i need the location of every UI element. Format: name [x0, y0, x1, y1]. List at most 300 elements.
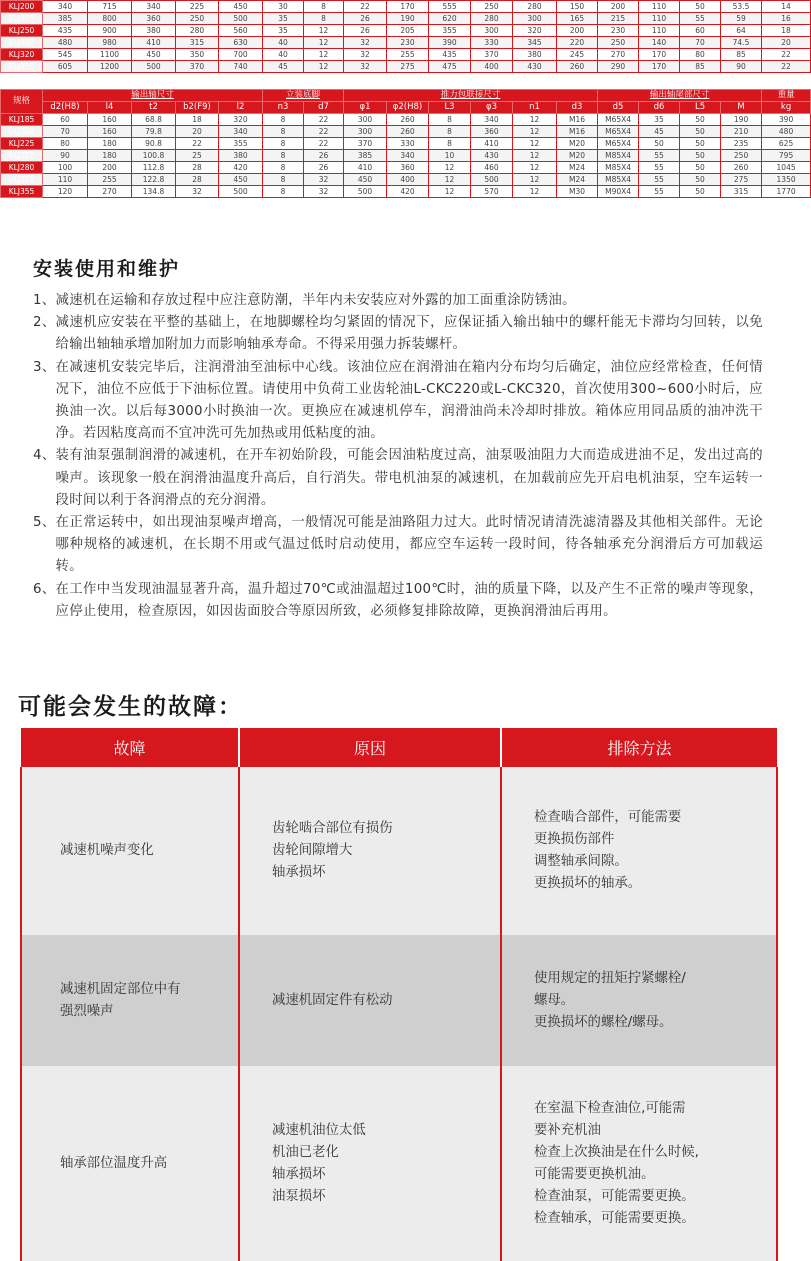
- table-row: [1, 25, 811, 37]
- cause-line: 轴承损坏: [272, 865, 326, 880]
- table-cell: 270: [598, 49, 639, 61]
- table-cell: 275: [721, 174, 762, 186]
- remedy-line: 可能需要更换机油。: [534, 1166, 655, 1182]
- table-cell: M24: [557, 162, 598, 174]
- table-cell: 30: [263, 1, 304, 13]
- table-cell: 215: [598, 13, 639, 25]
- item-text: 减速机在运输和存放过程中应注意防潮，半年内未安装应对外露的加工面重涂防锈油。: [55, 293, 576, 308]
- table-cell: 370: [176, 61, 219, 73]
- table-cell: 12: [304, 61, 344, 73]
- model-cell: KLJ200: [1, 1, 43, 13]
- table-cell: 8: [304, 13, 344, 25]
- table-cell: 500: [219, 13, 263, 25]
- table-row: [1, 174, 811, 186]
- column-header: d7: [304, 102, 344, 114]
- table-row: [1, 61, 811, 73]
- table-cell: 8: [429, 114, 471, 126]
- table-row: [1, 150, 811, 162]
- table-cell: 134.8: [132, 186, 176, 198]
- fault-line: 减速机固定部位中有: [60, 981, 181, 997]
- table-cell: 20: [176, 126, 219, 138]
- table-cell: 26: [304, 150, 344, 162]
- table-cell: 355: [219, 138, 263, 150]
- table-cell: 8: [429, 126, 471, 138]
- fault-line: 轴承部位温度升高: [60, 1155, 168, 1171]
- table-cell: 480: [762, 126, 811, 138]
- maintenance-list: [33, 290, 763, 623]
- table-cell: 20: [762, 37, 811, 49]
- table-cell: 200: [598, 1, 639, 13]
- remedy-line: 检查油泵，可能需要更换。: [534, 1188, 695, 1204]
- table-cell: 12: [429, 186, 471, 198]
- fault-cell: [21, 1066, 239, 1261]
- remedy-line: 要补充机油: [534, 1122, 601, 1138]
- table-cell: 340: [387, 150, 429, 162]
- table-cell: 330: [387, 138, 429, 150]
- table-cell: 50: [680, 126, 721, 138]
- table-cell: 270: [88, 186, 132, 198]
- table-cell: 112.8: [132, 162, 176, 174]
- table-cell: 55: [680, 13, 721, 25]
- table-cell: 410: [132, 37, 176, 49]
- table-cell: 255: [387, 49, 429, 61]
- table-cell: 630: [219, 37, 263, 49]
- column-header: M: [721, 102, 762, 114]
- table-cell: 26: [304, 162, 344, 174]
- table-cell: 430: [471, 150, 513, 162]
- table-cell: 320: [219, 114, 263, 126]
- column-header: l4: [88, 102, 132, 114]
- table-cell: 12: [429, 174, 471, 186]
- table-cell: M30: [557, 186, 598, 198]
- table-cell: 450: [344, 174, 387, 186]
- remedy-line: 更换损伤部件: [534, 832, 615, 847]
- table-cell: 800: [88, 13, 132, 25]
- cause-line: 机油已老化: [272, 1144, 339, 1160]
- table-cell: M85X4: [598, 150, 639, 162]
- item-text: 在工作中当发现油温显著升高，温升超过70℃或油温超过100℃时，油的质量下降，以及产生不正常的噪声等现象，应停止使用，检查原因，如因齿面胶合等原因所致，必须修复排除故障，更换润滑油后再用。: [55, 581, 763, 619]
- table-cell: 90: [721, 61, 762, 73]
- table-cell: 380: [132, 25, 176, 37]
- table-cell: 260: [387, 126, 429, 138]
- table-cell: 90: [43, 150, 88, 162]
- table-cell: 435: [429, 49, 471, 61]
- table-cell: 180: [88, 138, 132, 150]
- column-header: n3: [263, 102, 304, 114]
- table-cell: 385: [344, 150, 387, 162]
- table-cell: 32: [304, 174, 344, 186]
- table-cell: 900: [88, 25, 132, 37]
- fault-line: 减速机噪声变化: [60, 843, 154, 858]
- table-cell: 290: [598, 61, 639, 73]
- table-cell: M65X4: [598, 138, 639, 150]
- fault-line: 强烈噪声: [60, 1003, 114, 1019]
- column-header: φ2(H8): [387, 102, 429, 114]
- table-cell: 480: [43, 37, 88, 49]
- table-cell: 110: [639, 13, 680, 25]
- remedy-line: 检查上次换油是在什么时候,: [534, 1144, 699, 1160]
- table-cell: M16: [557, 114, 598, 126]
- table-row: [1, 162, 811, 174]
- table-cell: 8: [263, 162, 304, 174]
- table-cell: 390: [762, 114, 811, 126]
- table-cell: 500: [219, 186, 263, 198]
- item-text: 装有油泵强制润滑的减速机，在开车初始阶段，可能会因油粘度过高，油泵吸油阻力大而造成进油不足，发出过高的噪声。该现象一般在润滑油温度升高后，自行消失。带电机油泵的减速机，在加载前应先开启电机油泵，空车运转一段时间以利于各润滑点的充分润滑。: [55, 448, 763, 508]
- table-cell: 100: [43, 162, 88, 174]
- table-cell: 50: [680, 1, 721, 13]
- table-cell: 45: [639, 126, 680, 138]
- fault-row: [21, 1066, 777, 1261]
- table-cell: 150: [557, 1, 598, 13]
- cause-cell: [239, 1066, 501, 1261]
- table-cell: 170: [387, 1, 429, 13]
- table-cell: 8: [263, 138, 304, 150]
- table-cell: 390: [429, 37, 471, 49]
- table-cell: 235: [721, 138, 762, 150]
- table-cell: 370: [471, 49, 513, 61]
- table-cell: 795: [762, 150, 811, 162]
- table-cell: 250: [598, 37, 639, 49]
- table-cell: 315: [176, 37, 219, 49]
- table-cell: 320: [513, 25, 557, 37]
- table-cell: 32: [344, 37, 387, 49]
- table-cell: 22: [304, 114, 344, 126]
- item-number: 6、: [33, 581, 56, 597]
- table-cell: 420: [219, 162, 263, 174]
- group-weight: 重量: [762, 90, 811, 102]
- table-cell: 68.8: [132, 114, 176, 126]
- table-cell: 12: [513, 186, 557, 198]
- fault-row: [21, 935, 777, 1066]
- table-cell: 8: [263, 186, 304, 198]
- remedy-line: 更换损坏的轴承。: [534, 876, 642, 891]
- faults-title: 可能会发生的故障：: [18, 694, 243, 720]
- table-cell: 190: [387, 13, 429, 25]
- table-cell: 570: [471, 186, 513, 198]
- table-cell: 60: [680, 25, 721, 37]
- table-cell: M65X4: [598, 126, 639, 138]
- table-cell: 8: [263, 150, 304, 162]
- table-cell: 360: [132, 13, 176, 25]
- table-cell: 35: [639, 114, 680, 126]
- table-cell: 50: [639, 138, 680, 150]
- table-cell: 345: [513, 37, 557, 49]
- table-cell: 210: [721, 126, 762, 138]
- table-cell: 28: [176, 174, 219, 186]
- table-cell: M85X4: [598, 162, 639, 174]
- item-text: 减速机应安装在平整的基础上，在地脚螺栓均匀紧固的情况下，应保证插入输出轴中的螺杆能无卡滞均匀回转，以免给输出轴轴承增加附加力而影响轴承寿命。不得采用强力拆装螺杆。: [55, 315, 763, 353]
- table-cell: 8: [304, 1, 344, 13]
- table-cell: M85X4: [598, 174, 639, 186]
- table-cell: 12: [513, 150, 557, 162]
- remedy-line: 螺母。: [534, 992, 575, 1008]
- table-cell: M24: [557, 174, 598, 186]
- table-cell: 50: [680, 150, 721, 162]
- table-cell: 450: [132, 49, 176, 61]
- table-cell: 350: [176, 49, 219, 61]
- table-cell: 10: [429, 150, 471, 162]
- column-header: L3: [429, 102, 471, 114]
- table-cell: 140: [639, 37, 680, 49]
- maintenance-item: [33, 357, 763, 446]
- table-row: [1, 138, 811, 150]
- table-cell: 80: [680, 49, 721, 61]
- group-header-row: [1, 90, 811, 102]
- table-cell: 64: [721, 25, 762, 37]
- table-cell: 560: [219, 25, 263, 37]
- table-cell: 100.8: [132, 150, 176, 162]
- table-cell: 250: [471, 1, 513, 13]
- table-cell: 355: [429, 25, 471, 37]
- cause-column-header: 原因: [239, 728, 501, 767]
- table-cell: M65X4: [598, 114, 639, 126]
- remedy-cell: [501, 1066, 777, 1261]
- table-cell: 280: [471, 13, 513, 25]
- fault-column-header: 故障: [21, 728, 239, 767]
- remedy-line: 使用规定的扭矩拧紧螺栓/: [534, 970, 686, 986]
- cause-cell: [239, 767, 501, 935]
- table-cell: 300: [344, 126, 387, 138]
- table-cell: 8: [263, 174, 304, 186]
- table-cell: 625: [762, 138, 811, 150]
- table-cell: 1045: [762, 162, 811, 174]
- column-header-row: [1, 102, 811, 114]
- column-header: n1: [513, 102, 557, 114]
- table-cell: 260: [721, 162, 762, 174]
- table-cell: 400: [387, 174, 429, 186]
- table-cell: 500: [471, 174, 513, 186]
- table-cell: 12: [304, 25, 344, 37]
- table-cell: 245: [557, 49, 598, 61]
- table-cell: 410: [471, 138, 513, 150]
- table-cell: 26: [344, 25, 387, 37]
- model-cell: KLJ355: [1, 61, 43, 73]
- table-cell: 360: [471, 126, 513, 138]
- table-row: [1, 49, 811, 61]
- maintenance-item: [33, 445, 763, 512]
- column-header: kg: [762, 102, 811, 114]
- table-cell: 28: [176, 162, 219, 174]
- table-cell: 8: [429, 138, 471, 150]
- table-cell: M90X4: [598, 186, 639, 198]
- table-cell: 250: [176, 13, 219, 25]
- table-cell: 16: [762, 13, 811, 25]
- table-cell: 500: [132, 61, 176, 73]
- column-header: b2(F9): [176, 102, 219, 114]
- table-cell: 500: [344, 186, 387, 198]
- table-cell: 85: [680, 61, 721, 73]
- table-cell: 12: [429, 162, 471, 174]
- table-cell: 165: [557, 13, 598, 25]
- table-cell: 55: [639, 162, 680, 174]
- table-cell: 545: [43, 49, 88, 61]
- table-cell: 1100: [88, 49, 132, 61]
- table-cell: 59: [721, 13, 762, 25]
- table-cell: 8: [263, 126, 304, 138]
- table-cell: 26: [344, 13, 387, 25]
- table-cell: 25: [176, 150, 219, 162]
- table-cell: 460: [471, 162, 513, 174]
- column-header: d2(H8): [43, 102, 88, 114]
- table-cell: 12: [513, 162, 557, 174]
- table-cell: 40: [263, 49, 304, 61]
- group-output-tail: 输出轴尾部尺寸: [598, 90, 762, 102]
- remedy-line: 检查啮合部件，可能需要: [534, 810, 682, 825]
- table-row: [1, 13, 811, 25]
- table-cell: 300: [471, 25, 513, 37]
- remedy-column-header: 排除方法: [501, 728, 777, 767]
- column-header: φ3: [471, 102, 513, 114]
- table-cell: 74.5: [721, 37, 762, 49]
- fault-cell: [21, 935, 239, 1066]
- table-cell: 200: [88, 162, 132, 174]
- table-cell: 12: [513, 174, 557, 186]
- remedy-line: 更换损坏的螺栓/螺母。: [534, 1014, 673, 1030]
- remedy-cell: [501, 935, 777, 1066]
- table-cell: 435: [43, 25, 88, 37]
- table-cell: 620: [429, 13, 471, 25]
- table-cell: 220: [557, 37, 598, 49]
- table-row: [1, 186, 811, 198]
- table-cell: 79.8: [132, 126, 176, 138]
- table-cell: 18: [176, 114, 219, 126]
- table-cell: 55: [639, 186, 680, 198]
- table-cell: 1200: [88, 61, 132, 73]
- table-cell: 40: [263, 37, 304, 49]
- table-cell: 80: [43, 138, 88, 150]
- table-cell: 160: [88, 126, 132, 138]
- table-cell: 410: [344, 162, 387, 174]
- table-cell: 55: [639, 150, 680, 162]
- group-vertical-feet: 立装底脚: [263, 90, 344, 102]
- table-cell: 1770: [762, 186, 811, 198]
- table-cell: 380: [219, 150, 263, 162]
- table-cell: 22: [762, 49, 811, 61]
- table-cell: 260: [557, 61, 598, 73]
- remedy-line: 检查轴承，可能需要更换。: [534, 1210, 695, 1226]
- maintenance-item: [33, 312, 763, 356]
- table-cell: 170: [639, 49, 680, 61]
- item-text: 在减速机安装完毕后，注润滑油至油标中心线。该油位应在润滑油在箱内分布均匀后确定，油位应经常检查，任何情况下，油位不应低于下油标位置。请使用中负荷工业齿轮油L-CKC220或L-CKC320，首次使用300~600小时后，应换油一次。以后每3000小时换油一次。更换应在减速机停车，润滑油尚未冷却时排放。箱体应用同品质的油冲洗干净。若因粘度高而不宜冲洗可先加热或用低粘度的油。: [55, 359, 763, 442]
- column-header: d5: [598, 102, 639, 114]
- table-cell: 250: [721, 150, 762, 162]
- table-cell: 160: [88, 114, 132, 126]
- table-cell: M20: [557, 150, 598, 162]
- table-cell: 200: [557, 25, 598, 37]
- cause-line: 减速机油位太低: [272, 1122, 366, 1138]
- table-cell: 22: [304, 138, 344, 150]
- item-number: 2、: [33, 315, 56, 331]
- group-output-shaft: 输出轴尺寸: [43, 90, 263, 102]
- table-cell: M20: [557, 138, 598, 150]
- table-cell: 70: [43, 126, 88, 138]
- model-cell: KLJ185: [1, 114, 43, 126]
- table-cell: 32: [176, 186, 219, 198]
- cause-line: 减速机固定件有松动: [272, 992, 393, 1008]
- table-cell: 555: [429, 1, 471, 13]
- table-cell: 1350: [762, 174, 811, 186]
- table-cell: 360: [387, 162, 429, 174]
- table-cell: 12: [513, 114, 557, 126]
- table-cell: 700: [219, 49, 263, 61]
- cause-line: 轴承损坏: [272, 1166, 326, 1182]
- table-cell: 260: [387, 114, 429, 126]
- table-cell: 180: [88, 150, 132, 162]
- maintenance-item: [33, 290, 763, 312]
- table-cell: 605: [43, 61, 88, 73]
- table-cell: 60: [43, 114, 88, 126]
- table-row: [1, 1, 811, 13]
- table-cell: 300: [344, 114, 387, 126]
- table-cell: 340: [219, 126, 263, 138]
- model-cell: KLJ225: [1, 138, 43, 150]
- table-cell: 400: [471, 61, 513, 73]
- table-cell: 430: [513, 61, 557, 73]
- column-header: l2: [219, 102, 263, 114]
- model-cell: KLJ280: [1, 37, 43, 49]
- table-cell: 22: [762, 61, 811, 73]
- table-cell: 12: [513, 138, 557, 150]
- table-cell: 230: [598, 25, 639, 37]
- remedy-cell: [501, 767, 777, 935]
- table-cell: 32: [304, 186, 344, 198]
- cause-line: 齿轮啮合部位有损伤: [272, 821, 393, 836]
- table-cell: 450: [219, 1, 263, 13]
- fault-cell: [21, 767, 239, 935]
- column-header: φ1: [344, 102, 387, 114]
- maintenance-title: 安装使用和维护: [33, 258, 181, 280]
- table-cell: 450: [219, 174, 263, 186]
- item-number: 4、: [33, 448, 56, 464]
- table-cell: 380: [513, 49, 557, 61]
- table-cell: 85: [721, 49, 762, 61]
- table-cell: 110: [639, 1, 680, 13]
- table-cell: 385: [43, 13, 88, 25]
- faults-table: [20, 728, 778, 1261]
- faults-header-row: [21, 728, 777, 767]
- table-row: [1, 126, 811, 138]
- table-cell: 275: [387, 61, 429, 73]
- table-cell: 170: [639, 61, 680, 73]
- remedy-line: 调整轴承间隙。: [534, 854, 628, 869]
- table-cell: 50: [680, 138, 721, 150]
- table-cell: 32: [344, 61, 387, 73]
- table-cell: 340: [43, 1, 88, 13]
- table-cell: 22: [176, 138, 219, 150]
- table-cell: 50: [680, 174, 721, 186]
- table-cell: 120: [43, 186, 88, 198]
- table-cell: 8: [263, 114, 304, 126]
- table-cell: 35: [263, 13, 304, 25]
- spec-table-output-shaft: [0, 89, 811, 198]
- table-cell: 330: [471, 37, 513, 49]
- model-cell: KLJ250: [1, 150, 43, 162]
- table-cell: 715: [88, 1, 132, 13]
- table-cell: 420: [387, 186, 429, 198]
- table-cell: 230: [387, 37, 429, 49]
- table-cell: 740: [219, 61, 263, 73]
- model-cell: KLJ250: [1, 25, 43, 37]
- table-cell: 110: [43, 174, 88, 186]
- remedy-line: 在室温下检查油位,可能需: [534, 1100, 686, 1116]
- item-number: 3、: [33, 359, 56, 375]
- table-cell: M16: [557, 126, 598, 138]
- column-header: d3: [557, 102, 598, 114]
- table-cell: 90.8: [132, 138, 176, 150]
- table-cell: 18: [762, 25, 811, 37]
- table-cell: 12: [513, 126, 557, 138]
- model-cell: KLJ200: [1, 126, 43, 138]
